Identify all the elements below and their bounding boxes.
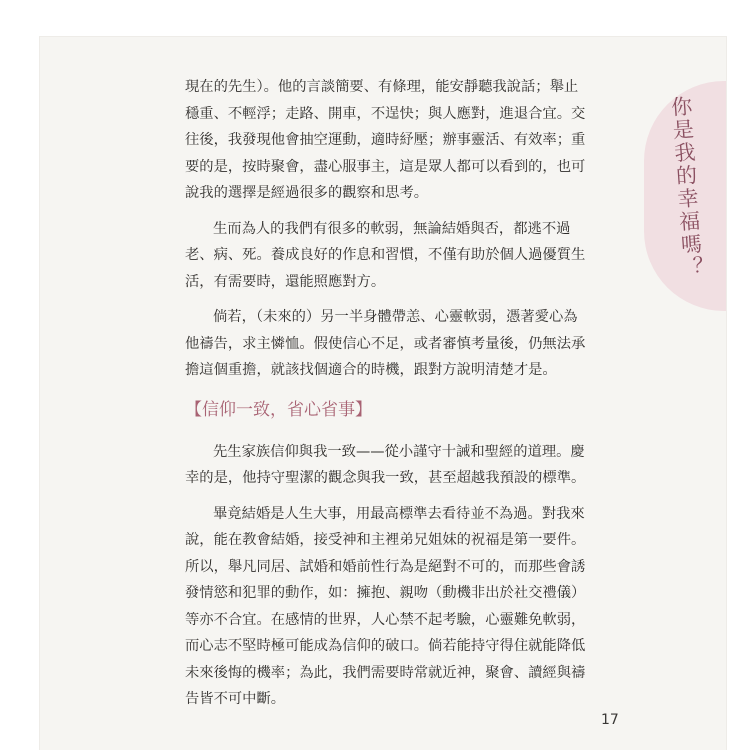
text-line: 發情慾和犯罪的動作，如：擁抱、親吻（動機非出於社交禮儀）	[185, 585, 586, 601]
body-text	[185, 74, 615, 722]
page-number: 17	[601, 712, 619, 728]
text-line: 未來後悔的機率；為此，我們需要時常就近神，聚會、讀經與禱	[185, 664, 586, 681]
text-line: 老、病、死。養成良好的作息和習慣，不僅有助於個人過優質生	[185, 247, 586, 263]
text-line: 先生家族信仰與我一致——從小謹守十誡和聖經的道理。慶	[213, 443, 585, 460]
paragraph	[185, 216, 615, 296]
text-line: 而心志不堅時極可能成為信仰的破口。倘若能持守得住就能降低	[185, 638, 586, 654]
text-line: 畢竟結婚是人生大事，用最高標準去看待並不為過。對我來	[213, 505, 585, 522]
text-line: 說，能在教會結婚，接受神和主裡弟兄姐妹的祝福是第一要件。	[185, 532, 586, 548]
text-line: 活，有需要時，還能照應對方。	[185, 273, 386, 290]
text-line: 現在的先生）。他的言談簡要、有條理，能安靜聽我說話；舉止	[185, 79, 579, 95]
text-line: 倘若，（未來的）另一半身體帶恙、心靈軟弱，憑著愛心為	[213, 309, 578, 325]
chapter-title-vertical: 你是我的幸福嗎？	[667, 94, 705, 280]
section-heading: 【信仰一致，省心省事】	[185, 399, 372, 420]
text-line: 要的是，按時聚會，盡心服事主，這是眾人都可以看到的，也可	[185, 158, 586, 175]
paragraph	[185, 501, 615, 713]
book-page	[40, 37, 726, 750]
text-line: 擔這個重擔，就該找個適合的時機，跟對方說明清楚才是。	[185, 362, 557, 378]
text-line: 幸的是，他持守聖潔的觀念與我一致，甚至超越我預設的標準。	[185, 470, 586, 486]
paragraph	[185, 304, 615, 384]
text-line: 說我的選擇是經過很多的觀察和思考。	[185, 185, 429, 201]
chapter-side-tab	[644, 81, 726, 311]
text-line: 生而為人的我們有很多的軟弱，無論結婚與否，都逃不過	[213, 220, 571, 237]
text-line: 所以，舉凡同居、試婚和婚前性行為是絕對不可的，而那些會誘	[185, 558, 586, 575]
paragraph	[185, 74, 615, 207]
text-line: 等亦不合宜。在感情的世界，人心禁不起考驗，心靈難免軟弱，	[185, 611, 586, 628]
text-line: 往後，我發現他會抽空運動，適時紓壓；辦事靈活、有效率；重	[185, 132, 586, 148]
text-line: 穩重、不輕浮；走路、開車，不逞快；與人應對，進退合宜。交	[185, 105, 586, 122]
text-line: 他禱告，求主憐恤。假使信心不足，或者審慎考量後，仍無法承	[185, 335, 586, 352]
paragraph	[185, 439, 615, 492]
text-line: 告皆不可中斷。	[185, 691, 286, 707]
